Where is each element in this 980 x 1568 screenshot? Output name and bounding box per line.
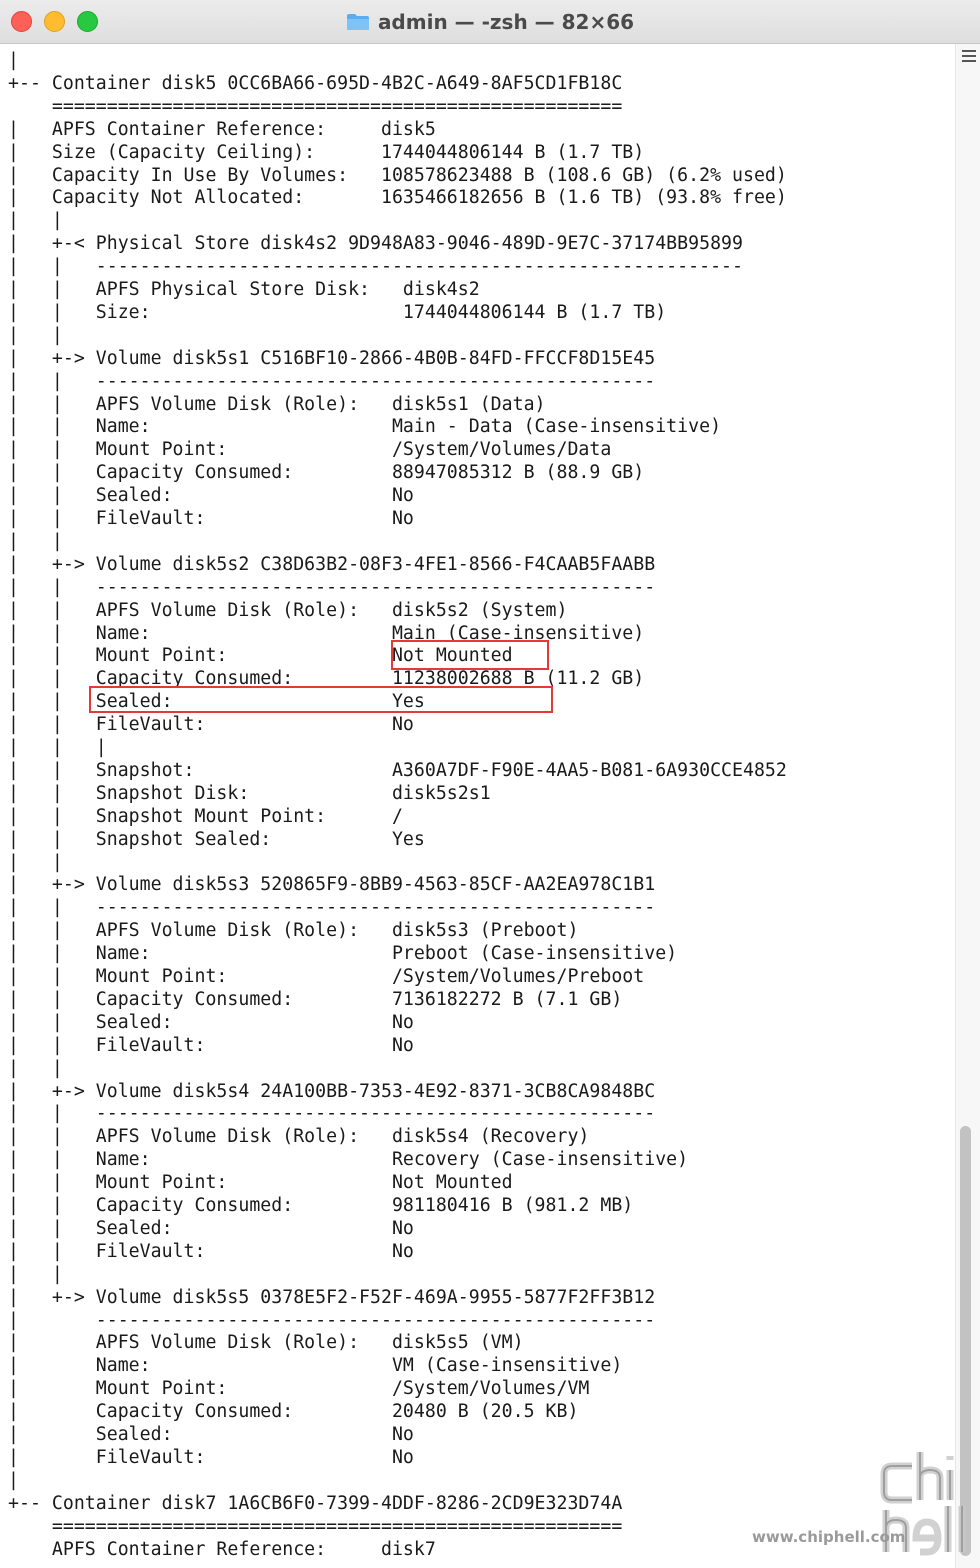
terminal-line: | | Mount Point: Not Mounted <box>8 645 513 667</box>
terminal-line: | | Snapshot Mount Point: / <box>8 805 403 827</box>
terminal-line: | | --------------------------------------------------- <box>8 576 656 598</box>
terminal-line: | | APFS Volume Disk (Role): disk5s3 (Preboot) <box>8 920 579 942</box>
scroll-menu-icon[interactable] <box>962 50 976 63</box>
terminal-line: | | <box>8 1263 63 1285</box>
terminal-line: | | FileVault: No <box>8 508 414 529</box>
terminal-line: | | Name: Preboot (Case-insensitive) <box>8 943 678 965</box>
terminal-line: | | APFS Physical Store Disk: disk4s2 <box>8 279 480 300</box>
terminal-line: | | Capacity Consumed: 981180416 B (981.2 MB) <box>8 1195 634 1216</box>
terminal-line: | | FileVault: No <box>8 714 414 736</box>
window-title-wrap <box>0 0 980 44</box>
terminal-line: | | <box>8 1057 63 1079</box>
terminal-line: | Capacity Not Allocated: 1635466182656 B (1.6 TB) (93.8% free) <box>8 187 787 209</box>
terminal-line: | --------------------------------------------------- <box>8 1309 656 1331</box>
terminal-line: | | Sealed: No <box>8 485 414 507</box>
terminal-line: | +-> Volume disk5s1 C516BF10-2866-4B0B-84FD-FFCCF8D15E45 <box>8 347 656 369</box>
terminal-line: | | FileVault: No <box>8 1240 414 1262</box>
terminal-line: | | Mount Point: /System/Volumes/Data <box>8 439 612 461</box>
terminal-line: ==================================================== <box>8 95 623 117</box>
terminal-line: | | | <box>8 737 107 758</box>
terminal-line: | +-> Volume disk5s5 0378E5F2-F52F-469A-9955-5877F2FF3B12 <box>8 1286 656 1308</box>
terminal-line: | | APFS Volume Disk (Role): disk5s4 (Recovery) <box>8 1126 590 1148</box>
terminal-line: | | Mount Point: Not Mounted <box>8 1172 513 1194</box>
terminal-line: APFS Container Reference: disk7 <box>8 1538 436 1560</box>
terminal-line: | | <box>8 530 63 552</box>
terminal-line: | FileVault: No <box>8 1446 414 1468</box>
terminal-line: | +-> Volume disk5s3 520865F9-8BB9-4563-85CF-AA2EA978C1B1 <box>8 874 656 896</box>
terminal-line: | | Sealed: No <box>8 1011 414 1033</box>
terminal-line: | | Capacity Consumed: 11238002688 B (11.2 GB) <box>8 668 645 690</box>
terminal-line: | | Name: Main - Data (Case-insensitive) <box>8 416 722 438</box>
terminal-line: | | FileVault: No <box>8 1034 414 1056</box>
terminal-line: | Capacity In Use By Volumes: 108578623488 B (108.6 GB) (6.2% used) <box>8 164 787 186</box>
terminal-line: | Size (Capacity Ceiling): 1744044806144 B (1.7 TB) <box>8 141 645 163</box>
terminal-line: | | --------------------------------------------------- <box>8 1103 656 1125</box>
terminal-line: | +-> Volume disk5s4 24A100BB-7353-4E92-8371-3CB8CA9848BC <box>8 1080 656 1102</box>
terminal-line: | | Sealed: Yes <box>8 691 425 713</box>
terminal-line: | | ----------------------------------------------------------- <box>8 256 743 278</box>
terminal-line: | | Mount Point: /System/Volumes/Preboot <box>8 966 645 987</box>
terminal-line: | | Capacity Consumed: 88947085312 B (88.9 GB) <box>8 462 645 484</box>
terminal-line: | | <box>8 324 63 346</box>
terminal-line: | | Sealed: No <box>8 1217 414 1239</box>
terminal-line: | | Snapshot Sealed: Yes <box>8 828 425 850</box>
terminal-line: | | Capacity Consumed: 7136182272 B (7.1 GB) <box>8 988 623 1010</box>
terminal-line: | APFS Volume Disk (Role): disk5s5 (VM) <box>8 1332 524 1354</box>
terminal-line: | | <box>8 210 63 232</box>
terminal-line: | | APFS Volume Disk (Role): disk5s2 (System) <box>8 599 568 621</box>
chiphell-watermark <box>752 1448 974 1560</box>
watermark-url: www.chiphell.com <box>752 1528 906 1546</box>
terminal-line: | | --------------------------------------------------- <box>8 897 656 919</box>
highlight-sealed-row <box>89 686 553 713</box>
folder-icon <box>346 13 370 31</box>
terminal-line: | | <box>8 851 63 873</box>
terminal-line: | | Snapshot Disk: disk5s2s1 <box>8 782 491 804</box>
terminal-line: | Capacity Consumed: 20480 B (20.5 KB) <box>8 1401 579 1423</box>
terminal-line: +-- Container disk5 0CC6BA66-695D-4B2C-A649-8AF5CD1FB18C <box>8 72 623 94</box>
vertical-scrollbar[interactable] <box>955 44 980 1568</box>
terminal-line: +-- Container disk7 1A6CB6F0-7399-4DDF-8286-2CD9E323D74A <box>8 1492 623 1514</box>
terminal-line: | | --------------------------------------------------- <box>8 370 656 392</box>
terminal-line: | Mount Point: /System/Volumes/VM <box>8 1378 590 1400</box>
terminal-line: | +-> Volume disk5s2 C38D63B2-08F3-4FE1-8566-F4CAAB5FAABB <box>8 553 656 575</box>
terminal-line: | <box>8 50 19 71</box>
terminal-output[interactable] <box>0 44 955 1568</box>
highlight-mount-point-value <box>391 640 549 670</box>
terminal-line: | <box>8 1469 19 1491</box>
terminal-line: | APFS Container Reference: disk5 <box>8 118 436 140</box>
window-title: admin — -zsh — 82×66 <box>377 10 635 34</box>
terminal-line: | | APFS Volume Disk (Role): disk5s1 (Data) <box>8 393 546 415</box>
terminal-line: | | Size: 1744044806144 B (1.7 TB) <box>8 301 667 323</box>
terminal-line: | | Name: Recovery (Case-insensitive) <box>8 1149 689 1171</box>
terminal-line: | | Name: Main (Case-insensitive) <box>8 622 645 644</box>
terminal-line: | Name: VM (Case-insensitive) <box>8 1355 623 1377</box>
title-bar[interactable] <box>0 0 980 44</box>
terminal-line: | +-< Physical Store disk4s2 9D948A83-9046-489D-9E7C-37174BB95899 <box>8 233 743 255</box>
terminal-line: | Sealed: No <box>8 1424 414 1445</box>
terminal-line: ==================================================== <box>8 1515 623 1537</box>
terminal-line: | | Snapshot: A360A7DF-F90E-4AA5-B081-6A930CCE4852 <box>8 759 787 781</box>
